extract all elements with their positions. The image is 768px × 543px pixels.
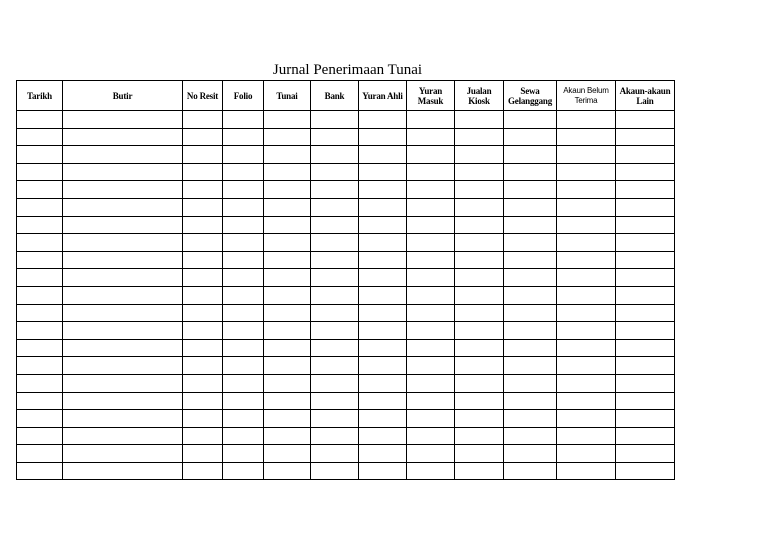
cell-akaun-akaun-lain	[616, 198, 675, 216]
cell-yuran-masuk	[407, 339, 455, 357]
cell-jualan-kiosk	[455, 392, 504, 410]
cell-bank	[311, 146, 359, 164]
cell-akaun-belum-terima	[557, 462, 616, 480]
cell-yuran-ahli	[359, 286, 407, 304]
table-row	[17, 146, 675, 164]
cell-butir	[63, 304, 183, 322]
cell-tarikh	[17, 445, 63, 463]
cell-no-resit	[183, 410, 223, 428]
cell-butir	[63, 198, 183, 216]
cell-bank	[311, 304, 359, 322]
cell-yuran-ahli	[359, 163, 407, 181]
cell-jualan-kiosk	[455, 234, 504, 252]
cell-akaun-akaun-lain	[616, 181, 675, 199]
cash-receipts-journal-table	[16, 80, 675, 480]
cell-jualan-kiosk	[455, 269, 504, 287]
cell-akaun-akaun-lain	[616, 339, 675, 357]
cell-akaun-akaun-lain	[616, 234, 675, 252]
cell-tunai	[264, 445, 311, 463]
cell-yuran-masuk	[407, 198, 455, 216]
cell-sewa-gelanggang	[504, 339, 557, 357]
cell-yuran-ahli	[359, 339, 407, 357]
table-row	[17, 216, 675, 234]
cell-tarikh	[17, 269, 63, 287]
cell-akaun-akaun-lain	[616, 163, 675, 181]
cell-akaun-akaun-lain	[616, 286, 675, 304]
cell-folio	[223, 392, 264, 410]
cell-tunai	[264, 427, 311, 445]
cell-akaun-belum-terima	[557, 251, 616, 269]
cell-jualan-kiosk	[455, 322, 504, 340]
cell-no-resit	[183, 286, 223, 304]
cell-tarikh	[17, 322, 63, 340]
cell-tunai	[264, 410, 311, 428]
cell-butir	[63, 392, 183, 410]
cell-sewa-gelanggang	[504, 374, 557, 392]
cell-bank	[311, 339, 359, 357]
table-row	[17, 427, 675, 445]
cell-tunai	[264, 304, 311, 322]
cell-akaun-belum-terima	[557, 269, 616, 287]
cell-sewa-gelanggang	[504, 146, 557, 164]
cell-akaun-belum-terima	[557, 357, 616, 375]
cell-folio	[223, 234, 264, 252]
cell-tarikh	[17, 427, 63, 445]
table-row	[17, 304, 675, 322]
cell-butir	[63, 111, 183, 129]
cell-akaun-belum-terima	[557, 374, 616, 392]
page-title: Jurnal Penerimaan Tunai	[272, 62, 423, 78]
cell-yuran-ahli	[359, 146, 407, 164]
cell-no-resit	[183, 392, 223, 410]
cell-yuran-ahli	[359, 427, 407, 445]
cell-jualan-kiosk	[455, 374, 504, 392]
cell-no-resit	[183, 322, 223, 340]
cell-akaun-belum-terima	[557, 427, 616, 445]
cell-akaun-belum-terima	[557, 410, 616, 428]
column-header-jualan-kiosk: Jualan Kiosk	[455, 81, 504, 111]
cell-jualan-kiosk	[455, 427, 504, 445]
table-row	[17, 234, 675, 252]
cell-tunai	[264, 111, 311, 129]
table-row	[17, 322, 675, 340]
cell-akaun-belum-terima	[557, 216, 616, 234]
cell-tunai	[264, 462, 311, 480]
column-header-akaun-belum-terima: Akaun Belum Terima	[557, 81, 616, 111]
cell-folio	[223, 462, 264, 480]
cell-sewa-gelanggang	[504, 216, 557, 234]
cell-akaun-akaun-lain	[616, 146, 675, 164]
cell-akaun-akaun-lain	[616, 304, 675, 322]
cell-akaun-akaun-lain	[616, 216, 675, 234]
cell-bank	[311, 216, 359, 234]
cell-yuran-masuk	[407, 128, 455, 146]
cell-jualan-kiosk	[455, 181, 504, 199]
table-row	[17, 339, 675, 357]
cell-akaun-belum-terima	[557, 339, 616, 357]
cell-bank	[311, 410, 359, 428]
cell-jualan-kiosk	[455, 216, 504, 234]
cell-butir	[63, 234, 183, 252]
cell-folio	[223, 286, 264, 304]
cell-akaun-akaun-lain	[616, 251, 675, 269]
cell-folio	[223, 111, 264, 129]
cell-yuran-masuk	[407, 462, 455, 480]
table-row	[17, 374, 675, 392]
cell-tunai	[264, 269, 311, 287]
cell-akaun-belum-terima	[557, 392, 616, 410]
cell-bank	[311, 445, 359, 463]
cell-sewa-gelanggang	[504, 163, 557, 181]
cell-sewa-gelanggang	[504, 392, 557, 410]
cell-akaun-belum-terima	[557, 128, 616, 146]
cell-tunai	[264, 146, 311, 164]
cell-no-resit	[183, 462, 223, 480]
cell-tunai	[264, 128, 311, 146]
cell-folio	[223, 357, 264, 375]
cell-folio	[223, 410, 264, 428]
cell-tarikh	[17, 128, 63, 146]
cell-butir	[63, 146, 183, 164]
cell-no-resit	[183, 374, 223, 392]
cell-tarikh	[17, 462, 63, 480]
cell-yuran-ahli	[359, 410, 407, 428]
column-header-butir: Butir	[63, 81, 183, 111]
table-row	[17, 111, 675, 129]
cell-no-resit	[183, 427, 223, 445]
cell-yuran-masuk	[407, 445, 455, 463]
cell-butir	[63, 163, 183, 181]
cell-akaun-belum-terima	[557, 304, 616, 322]
cell-no-resit	[183, 181, 223, 199]
cell-tarikh	[17, 146, 63, 164]
cell-akaun-belum-terima	[557, 286, 616, 304]
cell-tarikh	[17, 181, 63, 199]
cell-folio	[223, 427, 264, 445]
cell-sewa-gelanggang	[504, 128, 557, 146]
cell-akaun-akaun-lain	[616, 128, 675, 146]
cell-tarikh	[17, 163, 63, 181]
cell-tunai	[264, 322, 311, 340]
cell-no-resit	[183, 304, 223, 322]
cell-bank	[311, 181, 359, 199]
cell-butir	[63, 339, 183, 357]
cell-sewa-gelanggang	[504, 234, 557, 252]
cell-sewa-gelanggang	[504, 445, 557, 463]
cell-yuran-masuk	[407, 410, 455, 428]
cell-folio	[223, 339, 264, 357]
cell-akaun-belum-terima	[557, 322, 616, 340]
cell-sewa-gelanggang	[504, 462, 557, 480]
cell-akaun-belum-terima	[557, 198, 616, 216]
cell-jualan-kiosk	[455, 410, 504, 428]
cell-yuran-masuk	[407, 146, 455, 164]
cell-sewa-gelanggang	[504, 269, 557, 287]
cell-tunai	[264, 357, 311, 375]
cell-bank	[311, 374, 359, 392]
cell-yuran-masuk	[407, 286, 455, 304]
cell-yuran-ahli	[359, 216, 407, 234]
cell-no-resit	[183, 111, 223, 129]
cell-jualan-kiosk	[455, 286, 504, 304]
cell-tunai	[264, 286, 311, 304]
cell-sewa-gelanggang	[504, 410, 557, 428]
cell-yuran-masuk	[407, 269, 455, 287]
column-header-tarikh: Tarikh	[17, 81, 63, 111]
cell-jualan-kiosk	[455, 462, 504, 480]
cell-no-resit	[183, 357, 223, 375]
table-row	[17, 392, 675, 410]
cell-yuran-masuk	[407, 427, 455, 445]
cell-bank	[311, 322, 359, 340]
cell-folio	[223, 304, 264, 322]
cell-butir	[63, 322, 183, 340]
cell-jualan-kiosk	[455, 357, 504, 375]
cell-jualan-kiosk	[455, 304, 504, 322]
cell-yuran-ahli	[359, 445, 407, 463]
cell-bank	[311, 462, 359, 480]
cell-akaun-belum-terima	[557, 111, 616, 129]
cell-no-resit	[183, 339, 223, 357]
table-row	[17, 128, 675, 146]
cell-tarikh	[17, 410, 63, 428]
cell-akaun-akaun-lain	[616, 111, 675, 129]
cell-folio	[223, 216, 264, 234]
cell-butir	[63, 445, 183, 463]
cell-akaun-akaun-lain	[616, 462, 675, 480]
cell-bank	[311, 198, 359, 216]
cell-folio	[223, 251, 264, 269]
cell-akaun-belum-terima	[557, 234, 616, 252]
cell-no-resit	[183, 251, 223, 269]
cell-akaun-akaun-lain	[616, 427, 675, 445]
column-header-tunai: Tunai	[264, 81, 311, 111]
cell-tunai	[264, 339, 311, 357]
table-row	[17, 357, 675, 375]
cell-no-resit	[183, 128, 223, 146]
cell-yuran-masuk	[407, 111, 455, 129]
cell-butir	[63, 427, 183, 445]
cell-akaun-akaun-lain	[616, 445, 675, 463]
cell-bank	[311, 251, 359, 269]
cell-sewa-gelanggang	[504, 181, 557, 199]
cell-butir	[63, 357, 183, 375]
cell-no-resit	[183, 163, 223, 181]
cell-tunai	[264, 251, 311, 269]
cell-jualan-kiosk	[455, 146, 504, 164]
cell-no-resit	[183, 216, 223, 234]
cell-yuran-masuk	[407, 357, 455, 375]
cell-yuran-masuk	[407, 322, 455, 340]
cell-no-resit	[183, 146, 223, 164]
cell-butir	[63, 251, 183, 269]
column-header-no-resit: No Resit	[183, 81, 223, 111]
cell-akaun-akaun-lain	[616, 357, 675, 375]
table-row	[17, 462, 675, 480]
cell-jualan-kiosk	[455, 339, 504, 357]
column-header-bank: Bank	[311, 81, 359, 111]
cell-tarikh	[17, 374, 63, 392]
cell-akaun-akaun-lain	[616, 269, 675, 287]
cell-akaun-belum-terima	[557, 181, 616, 199]
cell-tarikh	[17, 392, 63, 410]
cell-bank	[311, 128, 359, 146]
cell-yuran-masuk	[407, 251, 455, 269]
cell-yuran-ahli	[359, 392, 407, 410]
cell-yuran-ahli	[359, 322, 407, 340]
cell-sewa-gelanggang	[504, 322, 557, 340]
cell-sewa-gelanggang	[504, 427, 557, 445]
cell-tarikh	[17, 357, 63, 375]
cell-yuran-ahli	[359, 128, 407, 146]
table-row	[17, 251, 675, 269]
cell-jualan-kiosk	[455, 128, 504, 146]
cell-yuran-ahli	[359, 374, 407, 392]
cell-tunai	[264, 198, 311, 216]
cell-butir	[63, 128, 183, 146]
cell-tunai	[264, 374, 311, 392]
cell-butir	[63, 286, 183, 304]
cell-tarikh	[17, 234, 63, 252]
cell-bank	[311, 111, 359, 129]
column-header-yuran-masuk: Yuran Masuk	[407, 81, 455, 111]
cell-folio	[223, 445, 264, 463]
cell-sewa-gelanggang	[504, 304, 557, 322]
column-header-folio: Folio	[223, 81, 264, 111]
cell-tunai	[264, 392, 311, 410]
cell-no-resit	[183, 198, 223, 216]
cell-folio	[223, 322, 264, 340]
cell-tunai	[264, 216, 311, 234]
cell-sewa-gelanggang	[504, 251, 557, 269]
cell-yuran-ahli	[359, 234, 407, 252]
cell-akaun-akaun-lain	[616, 392, 675, 410]
cell-yuran-masuk	[407, 216, 455, 234]
table-row	[17, 445, 675, 463]
cell-yuran-ahli	[359, 181, 407, 199]
cell-butir	[63, 269, 183, 287]
table-row	[17, 181, 675, 199]
cell-tarikh	[17, 198, 63, 216]
cell-sewa-gelanggang	[504, 198, 557, 216]
cell-akaun-akaun-lain	[616, 410, 675, 428]
cell-jualan-kiosk	[455, 251, 504, 269]
cell-yuran-ahli	[359, 251, 407, 269]
cell-no-resit	[183, 269, 223, 287]
cell-bank	[311, 234, 359, 252]
cell-akaun-akaun-lain	[616, 374, 675, 392]
cell-sewa-gelanggang	[504, 286, 557, 304]
cell-sewa-gelanggang	[504, 357, 557, 375]
table-row	[17, 198, 675, 216]
cell-butir	[63, 462, 183, 480]
cell-folio	[223, 146, 264, 164]
column-header-sewa-gelanggang: Sewa Gelanggang	[504, 81, 557, 111]
cell-tunai	[264, 163, 311, 181]
cell-yuran-ahli	[359, 462, 407, 480]
cell-bank	[311, 286, 359, 304]
cell-tarikh	[17, 339, 63, 357]
cell-folio	[223, 163, 264, 181]
cell-tarikh	[17, 286, 63, 304]
cell-tarikh	[17, 251, 63, 269]
cell-butir	[63, 410, 183, 428]
header-row	[17, 81, 675, 111]
cell-bank	[311, 163, 359, 181]
table-row	[17, 286, 675, 304]
column-header-akaun-akaun-lain: Akaun-akaun Lain	[616, 81, 675, 111]
column-header-yuran-ahli: Yuran Ahli	[359, 81, 407, 111]
cell-folio	[223, 128, 264, 146]
cell-butir	[63, 216, 183, 234]
cell-bank	[311, 357, 359, 375]
cell-tunai	[264, 234, 311, 252]
cell-yuran-ahli	[359, 111, 407, 129]
cell-tunai	[264, 181, 311, 199]
cell-folio	[223, 181, 264, 199]
cell-yuran-masuk	[407, 181, 455, 199]
cell-no-resit	[183, 234, 223, 252]
cell-jualan-kiosk	[455, 111, 504, 129]
cell-sewa-gelanggang	[504, 111, 557, 129]
cell-tarikh	[17, 111, 63, 129]
cell-folio	[223, 198, 264, 216]
cell-yuran-masuk	[407, 392, 455, 410]
cell-bank	[311, 269, 359, 287]
cell-yuran-masuk	[407, 374, 455, 392]
cell-akaun-belum-terima	[557, 146, 616, 164]
cell-jualan-kiosk	[455, 198, 504, 216]
cell-tarikh	[17, 216, 63, 234]
table-row	[17, 269, 675, 287]
cell-yuran-ahli	[359, 357, 407, 375]
cell-yuran-masuk	[407, 304, 455, 322]
cell-akaun-belum-terima	[557, 163, 616, 181]
cell-yuran-masuk	[407, 163, 455, 181]
table-row	[17, 410, 675, 428]
cell-folio	[223, 269, 264, 287]
cell-yuran-ahli	[359, 198, 407, 216]
table-body	[17, 111, 675, 480]
cell-yuran-ahli	[359, 269, 407, 287]
cell-no-resit	[183, 445, 223, 463]
cell-yuran-ahli	[359, 304, 407, 322]
cell-akaun-belum-terima	[557, 445, 616, 463]
cell-butir	[63, 374, 183, 392]
cell-bank	[311, 427, 359, 445]
cell-butir	[63, 181, 183, 199]
cell-akaun-akaun-lain	[616, 322, 675, 340]
table-row	[17, 163, 675, 181]
cell-tarikh	[17, 304, 63, 322]
cell-bank	[311, 392, 359, 410]
cell-jualan-kiosk	[455, 445, 504, 463]
cell-jualan-kiosk	[455, 163, 504, 181]
cell-yuran-masuk	[407, 234, 455, 252]
cell-folio	[223, 374, 264, 392]
